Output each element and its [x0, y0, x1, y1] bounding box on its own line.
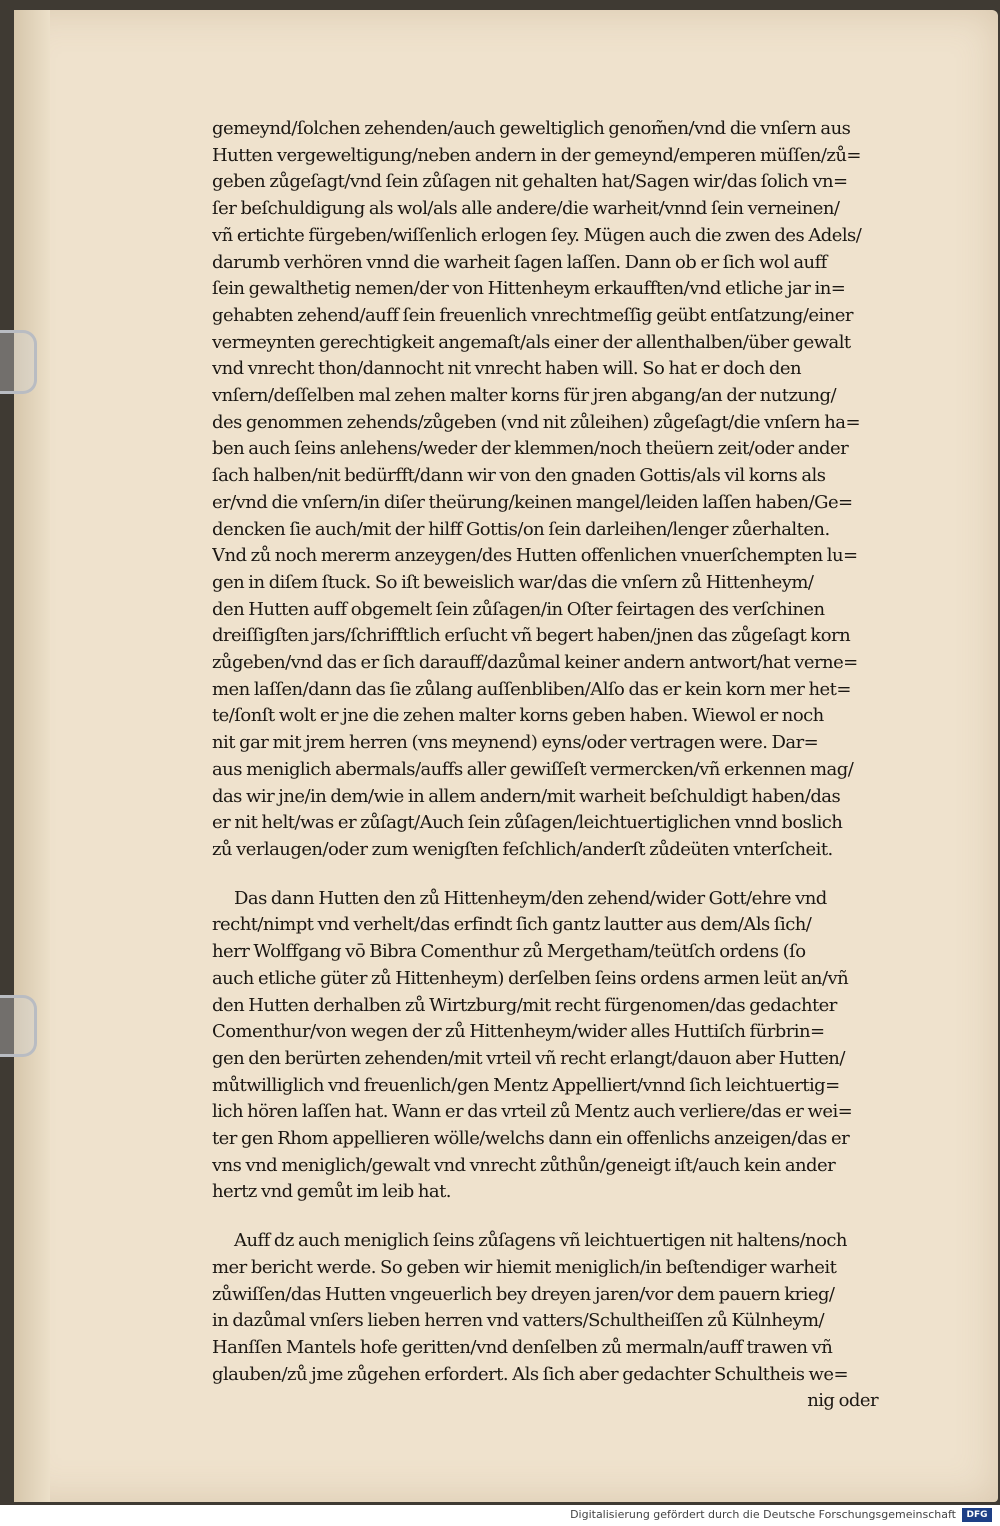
text-line: gehabten zehend/auff ſein freuenlich vnrechtmeſſig geübt entſatzung/einer [212, 304, 853, 326]
text-line: aus meniglich abermals/auffs aller gewiſſeſt vermercken/vñ erkennen mag/ [212, 758, 854, 780]
text-line: vns vnd meniglich/gewalt vnd vnrecht zůthůn/geneigt iſt/auch kein ander [212, 1154, 836, 1176]
text-line: gemeynd/ſolchen zehenden/auch geweltiglich genom̃en/vnd die vnſern aus [212, 118, 851, 139]
text-line: ter gen Rhom appellieren wölle/welchs dann ein offenlichs anzeigen/das er [212, 1128, 850, 1150]
text-line: das wir jne/in dem/wie in allem andern/mit warheit beſchuldigt haben/das [212, 785, 841, 807]
footer-bar [0, 1505, 1000, 1526]
catchword: nig oder [807, 1390, 878, 1412]
text-line: te/ſonſt wolt er jne die zehen malter korns geben haben. Wiewol er noch [212, 705, 824, 727]
text-line: ben auch ſeins anlehens/weder der klemmen/noch theüern zeit/oder ander [212, 438, 849, 460]
paper-clip-bottom [0, 995, 37, 1057]
text-line: vnſern/deſſelben mal zehen malter korns für jren abgang/an der nutzung/ [212, 385, 836, 407]
text-line: er nit helt/was er zůſagt/Auch ſein zůſagen/leichtuertiglichen vnnd boslich [212, 812, 843, 834]
text-line: Vnd zů noch mererm anzeygen/des Hutten offenlichen vnuerſchempten lu= [212, 545, 858, 567]
text-line: er/vnd die vnſern/in diſer theürung/keinen mangel/leiden laſſen haben/Ge= [212, 491, 853, 513]
funding-credit: Digitalisierung gefördert durch die Deutsche Forschungsgemeinschaft [570, 1508, 956, 1521]
paragraph-gap [212, 1206, 884, 1228]
text-line: glauben/zů jme zůgehen erfordert. Als ſich aber gedachter Schultheis we= [212, 1363, 849, 1385]
text-line: darumb verhören vnnd die warheit ſagen laſſen. Dann ob er ſich wol auff [212, 251, 827, 273]
body-text [212, 116, 884, 1415]
dfg-logo: DFG [962, 1508, 992, 1522]
text-line: vñ ertichte fürgeben/wiſſenlich erlogen ſey. Mügen auch die zwen des Adels/ [212, 224, 862, 246]
text-line: hertz vnd gemůt im leib hat. [212, 1181, 451, 1203]
text-line: Hanſſen Mantels hofe geritten/vnd denſelben zů mermaln/auff trawen vñ [212, 1336, 833, 1358]
text-line: auch etliche güter zů Hittenheym) derſelben ſeins ordens armen leüt an/vñ [212, 967, 849, 989]
text-line: ſein gewalthetig nemen/der von Hittenheym erkaufften/vnd etliche jar in= [212, 278, 846, 300]
text-line: mer bericht werde. So geben wir hiemit meniglich/in beſtendiger warheit [212, 1256, 837, 1278]
text-line: lich hören laſſen hat. Wann er das vrteil zů Mentz auch verliere/das er wei= [212, 1101, 853, 1123]
text-line: dreiſſigſten jars/ſchrifftlich erſucht vñ begert haben/jnen das zůgeſagt korn [212, 625, 851, 647]
paper-clip-top [0, 330, 37, 394]
text-line: in dazůmal vnſers lieben herren vnd vatters/Schultheiſſen zů Külnheym/ [212, 1310, 825, 1332]
text-line: zůwiſſen/das Hutten vngeuerlich bey dreyen jaren/vor dem pauern krieg/ [212, 1283, 835, 1305]
text-line: gen in diſem ſtuck. So iſt beweislich war/das die vnſern zů Hittenheym/ [212, 571, 814, 593]
text-line: geben zůgeſagt/vnd ſein zůſagen nit gehalten hat/Sagen wir/das ſolich vn= [212, 171, 848, 193]
text-line: herr Wolffgang vō Bibra Comenthur zů Mergetham/teütſch ordens (ſo [212, 941, 806, 963]
text-line: Comenthur/von wegen der zů Hittenheym/wider alles Huttiſch fürbrin= [212, 1021, 825, 1043]
text-line: des genommen zehends/zůgeben (vnd nit zůleihen) zůgeſagt/die vnſern ha= [212, 411, 861, 433]
text-line: Hutten vergeweltigung/neben andern in der gemeynd/emperen müſſen/zů= [212, 144, 861, 166]
text-line: den Hutten derhalben zů Wirtzburg/mit recht fürgenomen/das gedachter [212, 994, 837, 1016]
text-line: vermeynten gerechtigkeit angemaſt/als einer der allenthalben/über gewalt [212, 331, 851, 353]
text-line: recht/nimpt vnd verhelt/das erfindt ſich gantz lautter aus dem/Als ſich/ [212, 914, 812, 936]
text-line: Das dann Hutten den zů Hittenheym/den zehend/wider Gott/ehre vnd [234, 887, 827, 909]
text-line: zůgeben/vnd das er ſich darauff/dazůmal keiner andern antwort/hat verne= [212, 652, 858, 674]
text-line: nit gar mit jrem herren (vns meynend) eyns/oder vertragen were. Dar= [212, 732, 819, 754]
text-line: vnd vnrecht thon/dannocht nit vnrecht haben will. So hat er doch den [212, 358, 802, 380]
text-line: Auff dz auch meniglich ſeins zůſagens vñ leichtuertigen nit haltens/noch [234, 1230, 847, 1252]
paragraph-gap [212, 864, 884, 886]
text-line: men laſſen/dann das ſie zůlang auſſenbliben/Alſo das er kein korn mer het= [212, 678, 851, 700]
text-line: můtwilliglich vnd freuenlich/gen Mentz Appelliert/vnnd ſich leichtuertig= [212, 1074, 840, 1096]
text-line: dencken ſie auch/mit der hilff Gottis/on ſein darleihen/lenger zůerhalten. [212, 518, 830, 540]
text-line: den Hutten auff obgemelt ſein zůſagen/in Oſter feirtagen des verſchinen [212, 598, 825, 620]
page-gutter [14, 10, 50, 1502]
text-line: ſer beſchuldigung als wol/als alle andere/die warheit/vnnd ſein verneinen/ [212, 198, 840, 220]
text-line: zů verlaugen/oder zum wenigſten feſchlich/anderſt zůdeüten vnterſcheit. [212, 838, 833, 860]
text-line: ſach halben/nit bedürfft/dann wir von den gnaden Gottis/als vil korns als [212, 465, 826, 487]
text-line: gen den berürten zehenden/mit vrteil vñ recht erlangt/dauon aber Hutten/ [212, 1047, 845, 1069]
